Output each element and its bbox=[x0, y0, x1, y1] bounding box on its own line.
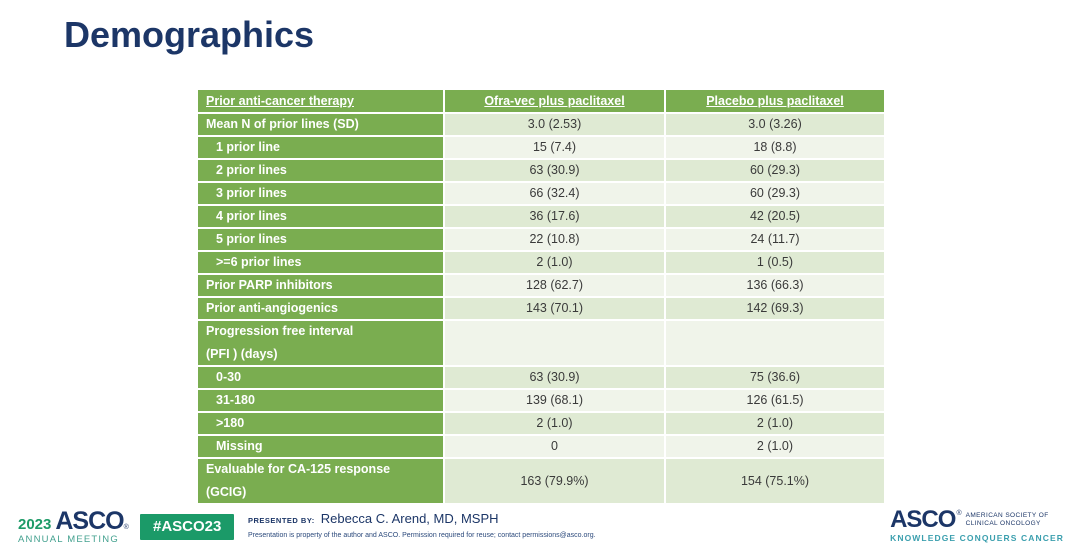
cell-value bbox=[665, 320, 885, 366]
cell-value: 63 (30.9) bbox=[444, 366, 665, 389]
cell-value: 143 (70.1) bbox=[444, 297, 665, 320]
cell-value: 136 (66.3) bbox=[665, 274, 885, 297]
table-row bbox=[197, 205, 885, 228]
table-row bbox=[197, 458, 885, 504]
asco-logo-row bbox=[890, 506, 1064, 533]
row-label: >=6 prior lines bbox=[197, 251, 444, 274]
table-row bbox=[197, 182, 885, 205]
cell-value: 24 (11.7) bbox=[665, 228, 885, 251]
meeting-logo-row bbox=[18, 507, 129, 535]
presented-by-label: PRESENTED BY: bbox=[248, 516, 315, 525]
meeting-logo-subtitle: ANNUAL MEETING bbox=[18, 534, 119, 545]
permission-disclaimer: Presentation is property of the author and ASCO. Permission required for reuse; contact permissions@asco.org. bbox=[248, 532, 596, 539]
asco-taglines bbox=[966, 512, 1049, 528]
column-header-therapy: Prior anti-cancer therapy bbox=[197, 89, 444, 113]
cell-value: 36 (17.6) bbox=[444, 205, 665, 228]
cell-value: 0 bbox=[444, 435, 665, 458]
cell-value: 3.0 (3.26) bbox=[665, 113, 885, 136]
cell-value bbox=[444, 320, 665, 366]
row-label: 5 prior lines bbox=[197, 228, 444, 251]
cell-value: 42 (20.5) bbox=[665, 205, 885, 228]
table-row bbox=[197, 274, 885, 297]
presenter-block bbox=[248, 511, 596, 539]
table-row bbox=[197, 159, 885, 182]
cell-value: 22 (10.8) bbox=[444, 228, 665, 251]
registered-mark-icon: ® bbox=[956, 510, 962, 517]
cell-value: 60 (29.3) bbox=[665, 159, 885, 182]
column-header-ofravec: Ofra-vec plus paclitaxel bbox=[444, 89, 665, 113]
row-label: 1 prior line bbox=[197, 136, 444, 159]
column-header-placebo: Placebo plus paclitaxel bbox=[665, 89, 885, 113]
table-header-row bbox=[197, 89, 885, 113]
cell-value: 15 (7.4) bbox=[444, 136, 665, 159]
cell-value: 66 (32.4) bbox=[444, 182, 665, 205]
cell-value: 18 (8.8) bbox=[665, 136, 885, 159]
presenter-line bbox=[248, 511, 596, 526]
row-label bbox=[197, 320, 444, 366]
table-row bbox=[197, 412, 885, 435]
row-label: 3 prior lines bbox=[197, 182, 444, 205]
cell-value: 63 (30.9) bbox=[444, 159, 665, 182]
row-label: Prior PARP inhibitors bbox=[197, 274, 444, 297]
cell-value: 2 (1.0) bbox=[665, 435, 885, 458]
cell-value: 75 (36.6) bbox=[665, 366, 885, 389]
cell-value: 126 (61.5) bbox=[665, 389, 885, 412]
cell-value: 142 (69.3) bbox=[665, 297, 885, 320]
table-row bbox=[197, 251, 885, 274]
row-label: Mean N of prior lines (SD) bbox=[197, 113, 444, 136]
asco-society-logo bbox=[890, 506, 1064, 543]
cell-value: 60 (29.3) bbox=[665, 182, 885, 205]
table-row bbox=[197, 435, 885, 458]
cell-value: 2 (1.0) bbox=[444, 251, 665, 274]
cell-value: 1 (0.5) bbox=[665, 251, 885, 274]
slide-footer bbox=[0, 504, 1080, 556]
cell-value: 3.0 (2.53) bbox=[444, 113, 665, 136]
cell-value: 139 (68.1) bbox=[444, 389, 665, 412]
table-row bbox=[197, 113, 885, 136]
row-label: 2 prior lines bbox=[197, 159, 444, 182]
row-label-line2: (GCIG) bbox=[206, 485, 247, 499]
cell-value: 128 (62.7) bbox=[444, 274, 665, 297]
row-label-line1: Progression free interval bbox=[206, 324, 354, 338]
hashtag-badge: #ASCO23 bbox=[140, 514, 234, 540]
asco-annual-meeting-logo bbox=[18, 507, 129, 545]
cell-value: 2 (1.0) bbox=[665, 412, 885, 435]
row-label: >180 bbox=[197, 412, 444, 435]
asco-motto: KNOWLEDGE CONQUERS CANCER bbox=[890, 533, 1064, 543]
cell-value: 154 (75.1%) bbox=[665, 458, 885, 504]
row-label: 31-180 bbox=[197, 389, 444, 412]
registered-mark-icon: ® bbox=[123, 524, 129, 531]
meeting-year: 2023 bbox=[18, 516, 52, 533]
demographics-table bbox=[196, 88, 886, 505]
asco-wordmark: ASCO bbox=[890, 506, 956, 533]
asco-tagline-line2: CLINICAL ONCOLOGY bbox=[965, 520, 1041, 527]
page-title: Demographics bbox=[64, 14, 315, 55]
table-row bbox=[197, 389, 885, 412]
presenter-name: Rebecca C. Arend, MD, MSPH bbox=[320, 511, 499, 526]
cell-value: 2 (1.0) bbox=[444, 412, 665, 435]
asco-tagline-line1: AMERICAN SOCIETY OF bbox=[965, 512, 1049, 519]
table-row bbox=[197, 320, 885, 366]
row-label-line2: (PFI ) (days) bbox=[206, 347, 278, 361]
table-row bbox=[197, 228, 885, 251]
row-label-line1: Evaluable for CA-125 response bbox=[206, 462, 391, 476]
table-row bbox=[197, 366, 885, 389]
row-label: Prior anti-angiogenics bbox=[197, 297, 444, 320]
row-label: Missing bbox=[197, 435, 444, 458]
row-label: 4 prior lines bbox=[197, 205, 444, 228]
row-label: 0-30 bbox=[197, 366, 444, 389]
table-row bbox=[197, 136, 885, 159]
table-row bbox=[197, 297, 885, 320]
row-label bbox=[197, 458, 444, 504]
asco-wordmark: ASCO bbox=[55, 507, 124, 535]
cell-value: 163 (79.9%) bbox=[444, 458, 665, 504]
